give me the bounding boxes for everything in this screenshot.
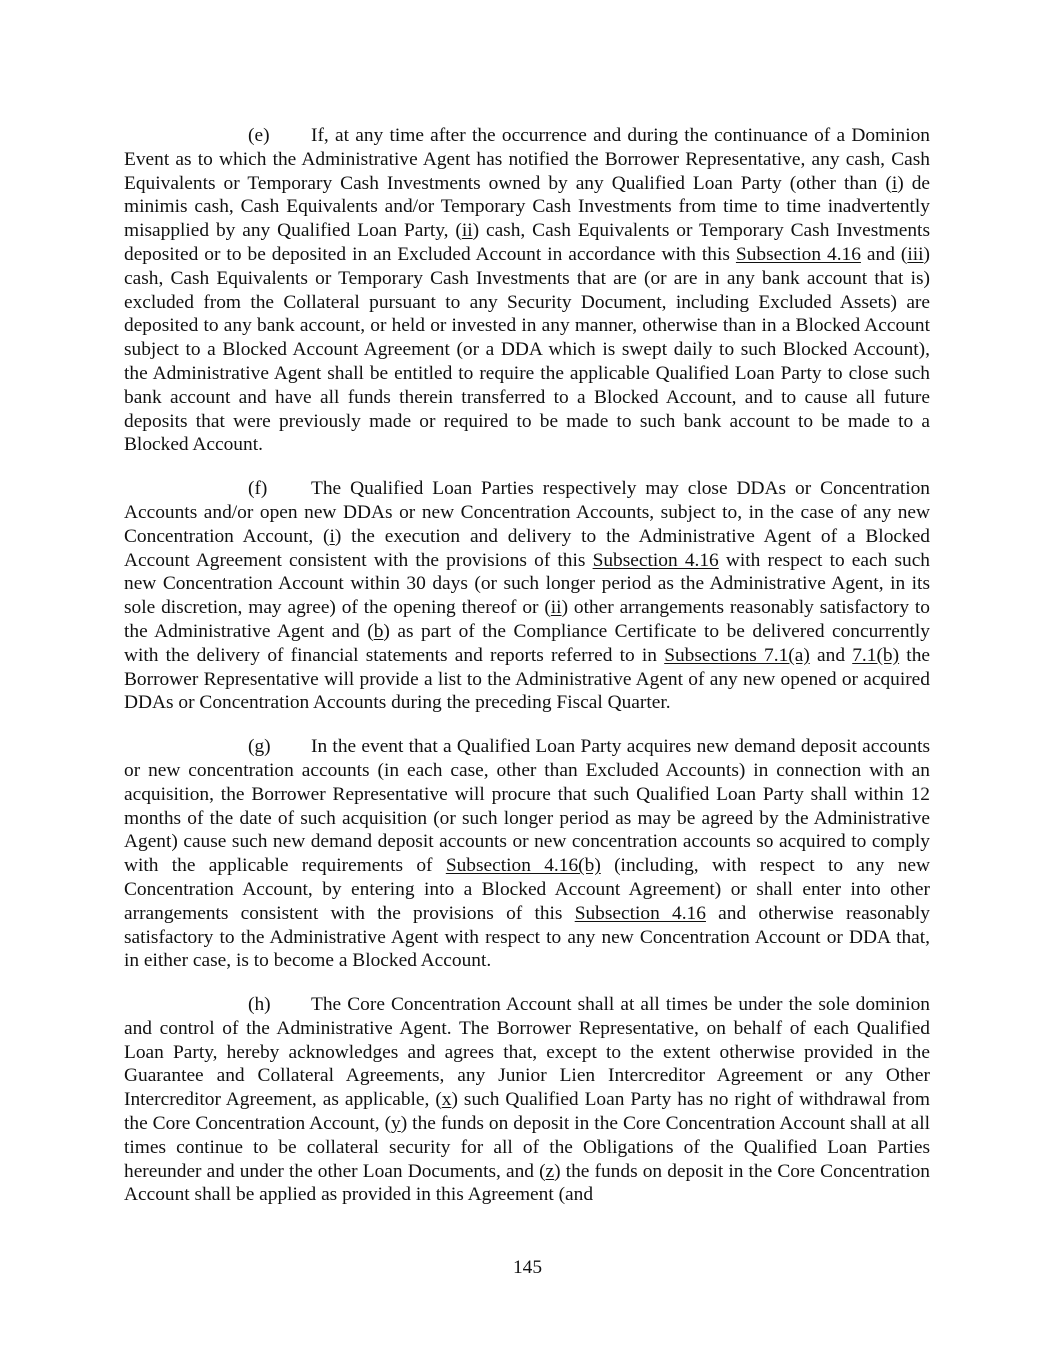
paragraph-text: and xyxy=(809,644,853,666)
paragraph-text: ) cash, Cash Equivalents or Temporary Cash Investments deposited or to be deposited in an Excluded Account in accordance with this xyxy=(124,220,930,265)
paragraph-text: The Core Concentration Account shall at all times be under the sole dominion and control of the Administrative Agent. The Borrower Representative, on behalf of each Qualified Loan Party, hereby acknowledges and agrees that, except to the extent otherwise provided in the Guarantee and Collateral Agreements, any Junior Lien Intercreditor Agreement or any Other Intercreditor Agreement, as applicable, ( xyxy=(124,994,930,1111)
clause-marker: i xyxy=(329,525,335,547)
paragraph-text: and otherwise reasonably satisfactory to the Administrative Agent with respect to any new Concentration Account or DDA that, in either case, is to become a Blocked Account. xyxy=(124,902,930,972)
section-reference: Subsection 4.16(b) xyxy=(445,855,601,877)
paragraph-text: The Qualified Loan Parties respectively may close DDAs or Concentration Accounts and/or open new DDAs or new Concentration Accounts, subject to, in the case of any new Concentration Account, ( xyxy=(124,478,930,547)
paragraph-text: and ( xyxy=(860,243,908,265)
clause-marker: ii xyxy=(461,220,473,242)
paragraph-h xyxy=(124,993,930,1207)
section-reference: Subsection 4.16 xyxy=(735,243,861,265)
clause-marker: iii xyxy=(907,243,924,265)
paragraph-text: ) de minimis cash, Cash Equivalents and/or Temporary Cash Investments from time to time inadvertently misapplied by any Qualified Loan Party, ( xyxy=(124,172,930,242)
paragraph-g xyxy=(124,735,930,973)
paragraph-text: ) the funds on deposit in the Core Concentration Account shall be applied as provided in this Agreement (and xyxy=(124,1160,930,1206)
clause-marker: i xyxy=(891,172,898,194)
paragraph-label-h: (h) xyxy=(248,994,271,1016)
clause-marker: z xyxy=(545,1160,555,1182)
paragraph-text: (including, with respect to any new Concentration Account, by entering into a Blocked Account Agreement) or shall enter into other arrangements consistent with the provisions of this xyxy=(124,855,931,924)
section-reference: Subsections 7.1(a) xyxy=(664,644,810,666)
section-reference: Subsection 4.16 xyxy=(592,549,719,571)
paragraph-text: ) as part of the Compliance Certificate to be delivered concurrently with the delivery of financial statements and reports referred to in xyxy=(124,620,930,666)
document-page xyxy=(124,124,930,1227)
paragraph-text: ) other arrangements reasonably satisfactory to the Administrative Agent and ( xyxy=(124,597,930,642)
section-reference: 7.1(b) xyxy=(852,644,900,666)
clause-marker: ii xyxy=(550,597,562,619)
paragraph-label-f: (f) xyxy=(248,478,268,500)
paragraph-text: ) such Qualified Loan Party has no right of withdrawal from the Core Concentration Account, ( xyxy=(124,1089,930,1135)
paragraph-text: the Borrower Representative will provide a list to the Administrative Agent of any new opened or acquired DDAs or Concentration Accounts during the preceding Fiscal Quarter. xyxy=(124,644,930,714)
paragraph-text: ) the funds on deposit in the Core Concentration Account shall at all times continue to be collateral security for all of the Obligations of the Qualified Loan Parties hereunder and under the other Loan Documents, and ( xyxy=(124,1113,930,1182)
paragraph-label-e: (e) xyxy=(248,125,270,146)
paragraph-f xyxy=(124,477,930,715)
clause-marker: y xyxy=(391,1113,401,1135)
paragraph-text: ) cash, Cash Equivalents or Temporary Cash Investments that are (or are in any bank account that is) excluded from the Collateral pursuant to any Security Document, including Excluded Assets) are deposited to any bank account, or held or invested in any manner, otherwise than in a Blocked Account subject to a Blocked Account Agreement (or a DDA which is swept daily to such Blocked Account), the Administrative Agent shall be entitled to require the applicable Qualified Loan Party to close such bank account and have all funds therein transferred to a Blocked Account, and to cause all future deposits that were previously made or required to be made to such bank account to be made to a Blocked Account. xyxy=(124,243,930,456)
paragraph-text: If, at any time after the occurrence and during the continuance of a Dominion Event as to which the Administrative Agent has notified the Borrower Representative, any cash, Cash Equivalents or Temporary Cash Investments owned by any Qualified Loan Party (other than ( xyxy=(124,125,930,194)
paragraph-text: In the event that a Qualified Loan Party acquires new demand deposit accounts or new concentration accounts (in each case, other than Excluded Accounts) in connection with an acquisition, the Borrower Representative will procure that such Qualified Loan Party shall within 12 months of the date of such acquisition (or such longer period as may be agreed by the Administrative Agent) cause such new demand deposit accounts or new concentration accounts so acquired to comply with the applicable requirements of xyxy=(124,736,930,877)
clause-marker: b xyxy=(373,620,384,642)
clause-marker: x xyxy=(441,1089,452,1111)
page-number: 145 xyxy=(512,1257,543,1278)
paragraph-text: ) the execution and delivery to the Administrative Agent of a Blocked Account Agreement consistent with the provisions of this xyxy=(124,525,930,571)
section-reference: Subsection 4.16 xyxy=(574,902,706,924)
paragraph-label-g: (g) xyxy=(248,736,271,758)
paragraph-e xyxy=(124,124,930,457)
paragraph-text: with respect to each such new Concentration Account within 30 days (or such longer period as the Administrative Agent, in its sole discretion, may agree) of the opening thereof or ( xyxy=(124,549,930,619)
